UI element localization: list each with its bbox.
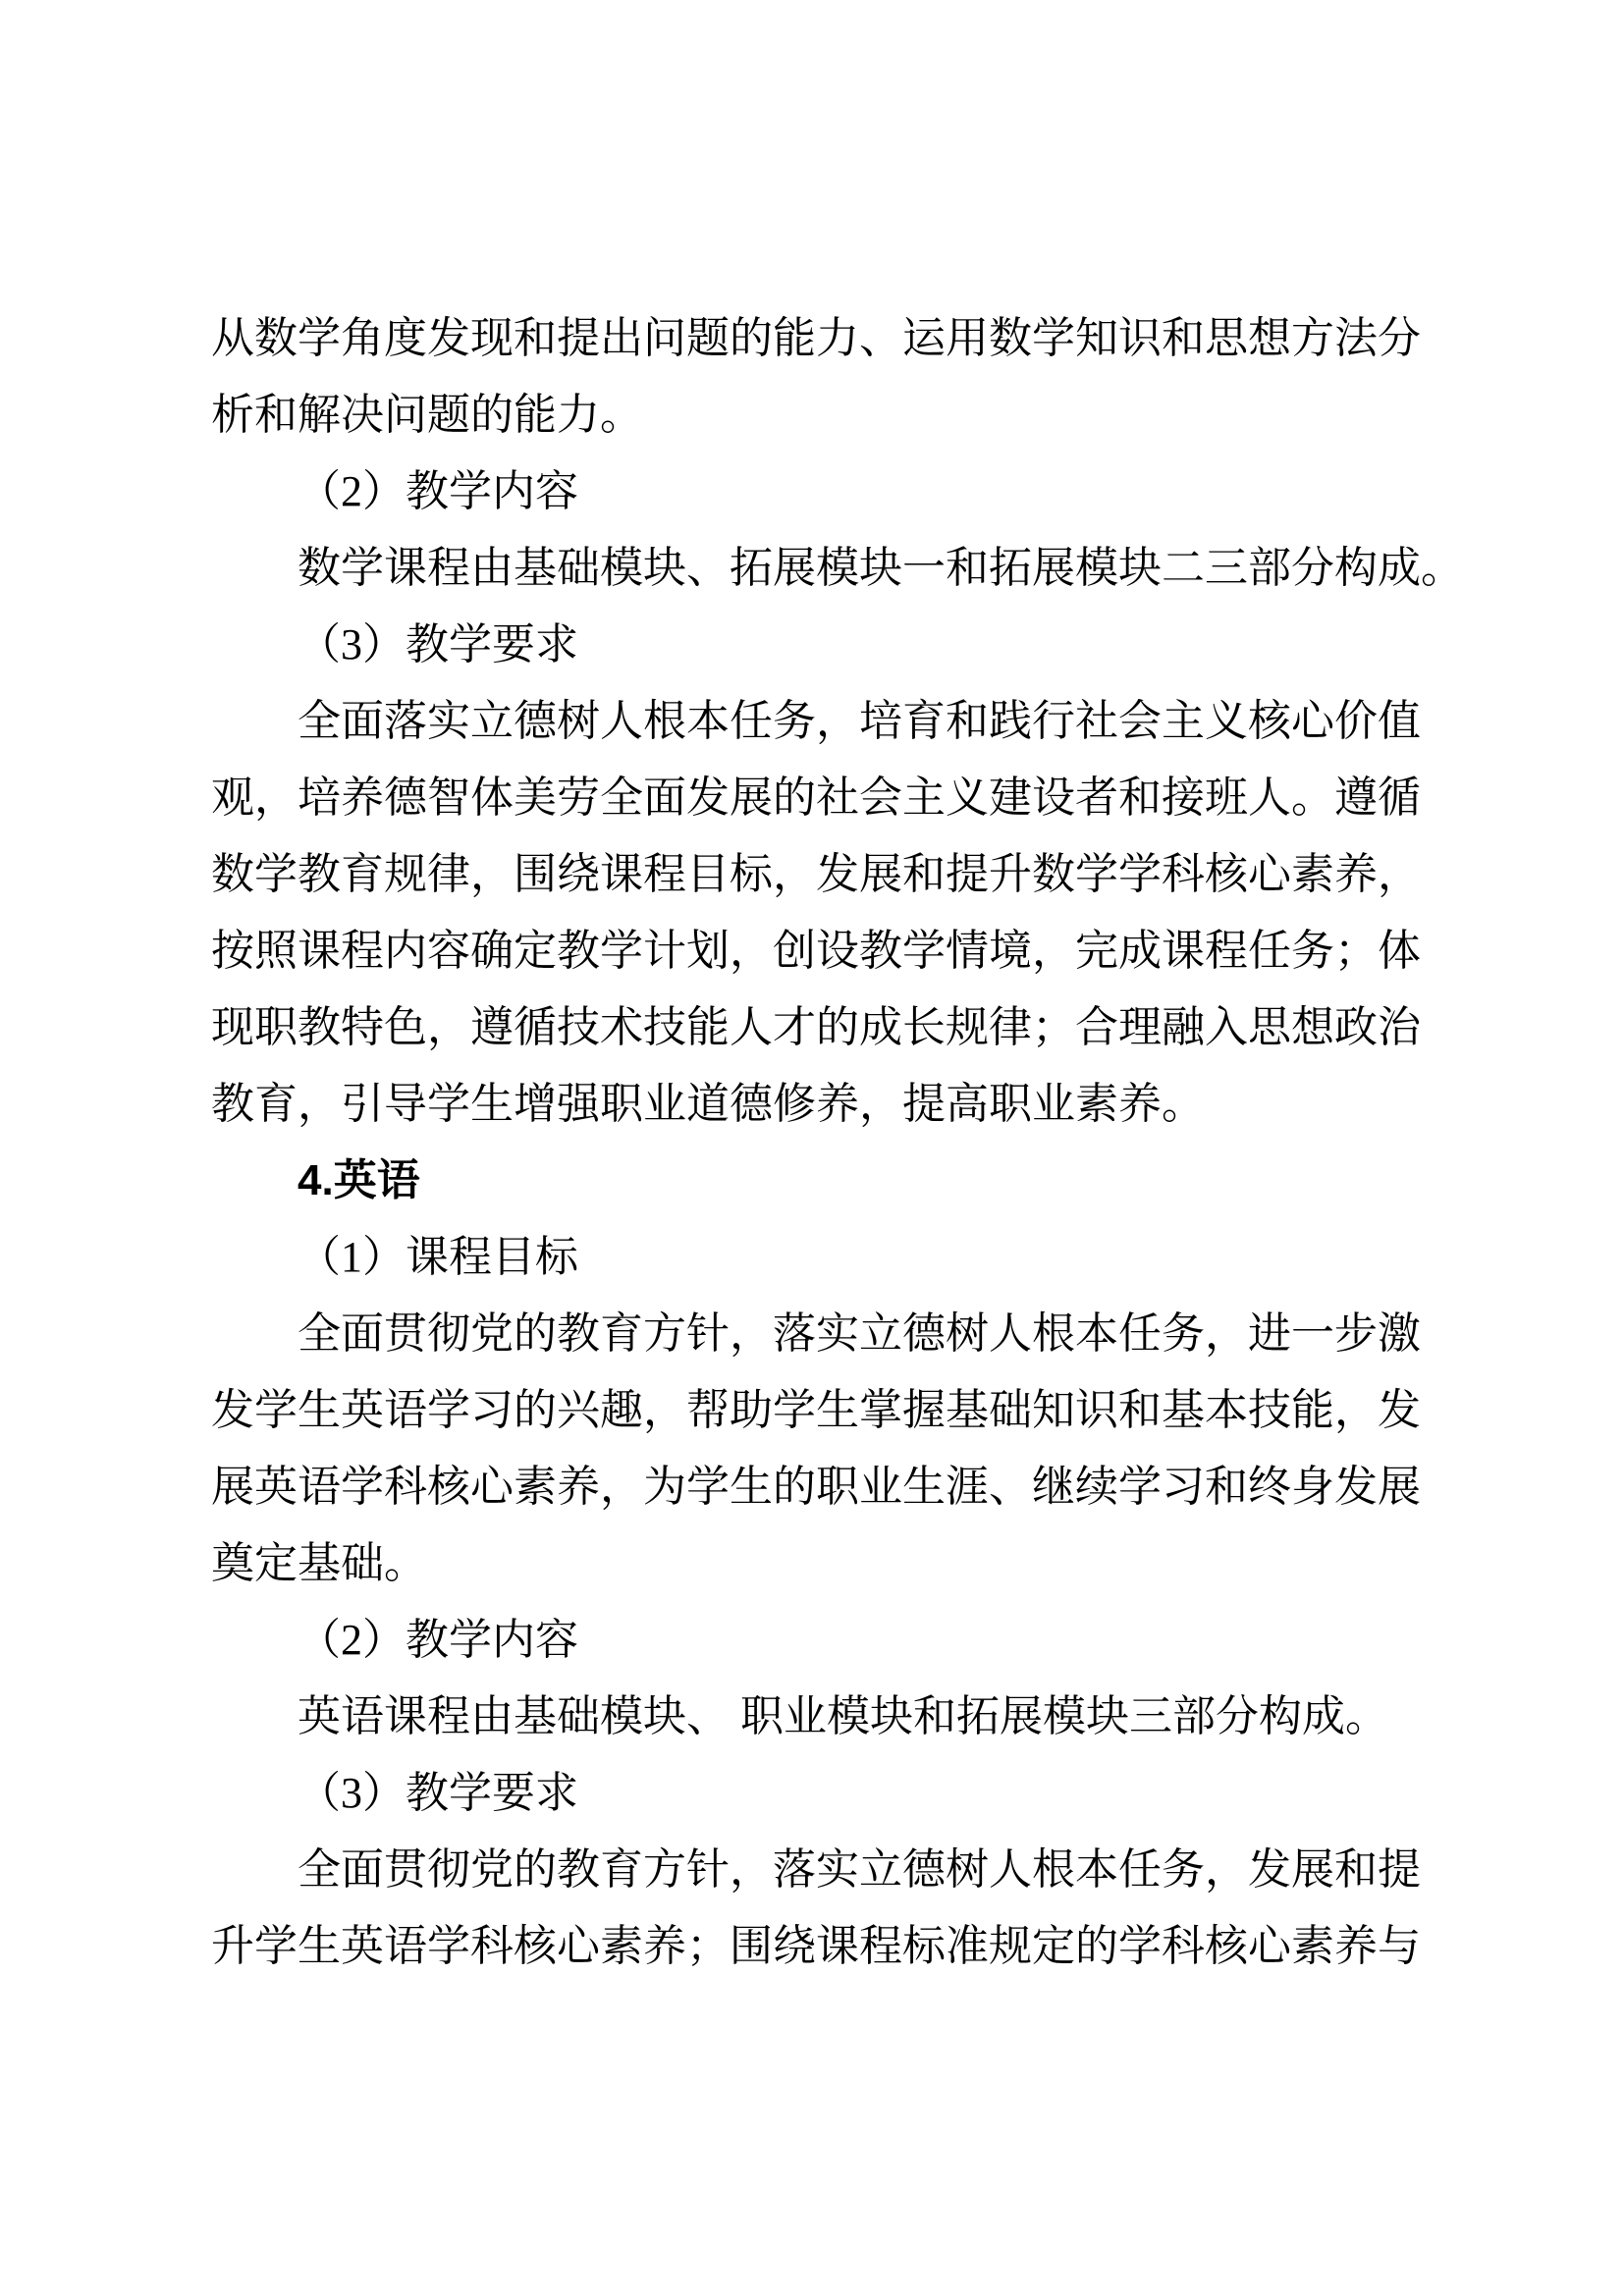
text-line: 数学课程由基础模块、拓展模块一和拓展模块二三部分构成。	[298, 544, 1464, 592]
text-line: 全面落实立德树人根本任务，培育和践行社会主义核心价值	[298, 697, 1421, 745]
text-line: 英语课程由基础模块、 职业模块和拓展模块三部分构成。	[298, 1692, 1388, 1740]
text-line: 发学生英语学习的兴趣，帮助学生掌握基础知识和基本技能，发	[211, 1386, 1421, 1434]
text-line: （3）教学要求	[298, 1769, 578, 1817]
section-heading: 4.英语	[298, 1156, 420, 1204]
text-line: （1）课程目标	[298, 1233, 578, 1281]
text-line: 按照课程内容确定教学计划，创设教学情境，完成课程任务；体	[211, 927, 1421, 975]
text-line: 数学教育规律，围绕课程目标，发展和提升数学学科核心素养，	[211, 850, 1421, 898]
text-line: （2）教学内容	[298, 467, 578, 515]
text-line: 全面贯彻党的教育方针，落实立德树人根本任务，发展和提	[298, 1845, 1421, 1894]
text-line: （3）教学要求	[298, 620, 578, 668]
text-line: 展英语学科核心素养，为学生的职业生涯、继续学习和终身发展	[211, 1463, 1421, 1511]
text-line: 升学生英语学科核心素养；围绕课程标准规定的学科核心素养与	[211, 1922, 1421, 1970]
text-line: （2）教学内容	[298, 1616, 578, 1664]
document-body	[211, 300, 1464, 1985]
text-line: 教育，引导学生增强职业道德修养，提高职业素养。	[211, 1080, 1205, 1128]
text-line: 全面贯彻党的教育方针，落实立德树人根本任务，进一步激	[298, 1309, 1421, 1358]
text-line: 奠定基础。	[211, 1539, 427, 1587]
text-line: 从数学角度发现和提出问题的能力、运用数学知识和思想方法分	[211, 314, 1421, 362]
text-line: 观，培养德智体美劳全面发展的社会主义建设者和接班人。遵循	[211, 774, 1421, 822]
text-line: 现职教特色，遵循技术技能人才的成长规律；合理融入思想政治	[211, 1003, 1421, 1051]
text-line: 析和解决问题的能力。	[211, 391, 643, 439]
